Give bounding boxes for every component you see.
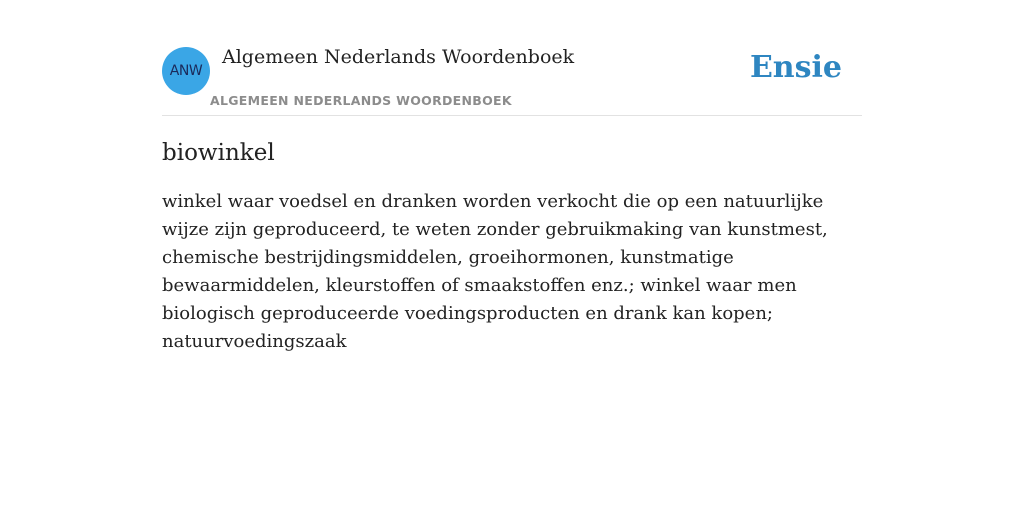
ensie-brand-link[interactable]: Ensie	[749, 50, 842, 85]
entry-card	[162, 46, 862, 356]
source-title[interactable]: Algemeen Nederlands Woordenboek	[222, 46, 575, 68]
source-subtitle: ALGEMEEN NEDERLANDS WOORDENBOEK	[210, 93, 512, 108]
entry-header	[162, 46, 862, 116]
entry-term: biowinkel	[162, 140, 275, 166]
logo-text: ANW	[169, 63, 203, 79]
entry-definition: winkel waar voedsel en dranken worden verkocht die op een natuurlijke wijze zijn geproduceerd, te weten zonder gebruikmaking van kunstmest, chemische bestrijdingsmiddelen, groeihormonen, kunstmatige bewaarmiddelen, kleurstoffen of smaakstoffen enz.; winkel waar men biologisch geproduceerde voedingsproducten en drank kan kopen; natuurvoedingszaak	[162, 191, 828, 352]
anw-logo	[162, 47, 210, 95]
